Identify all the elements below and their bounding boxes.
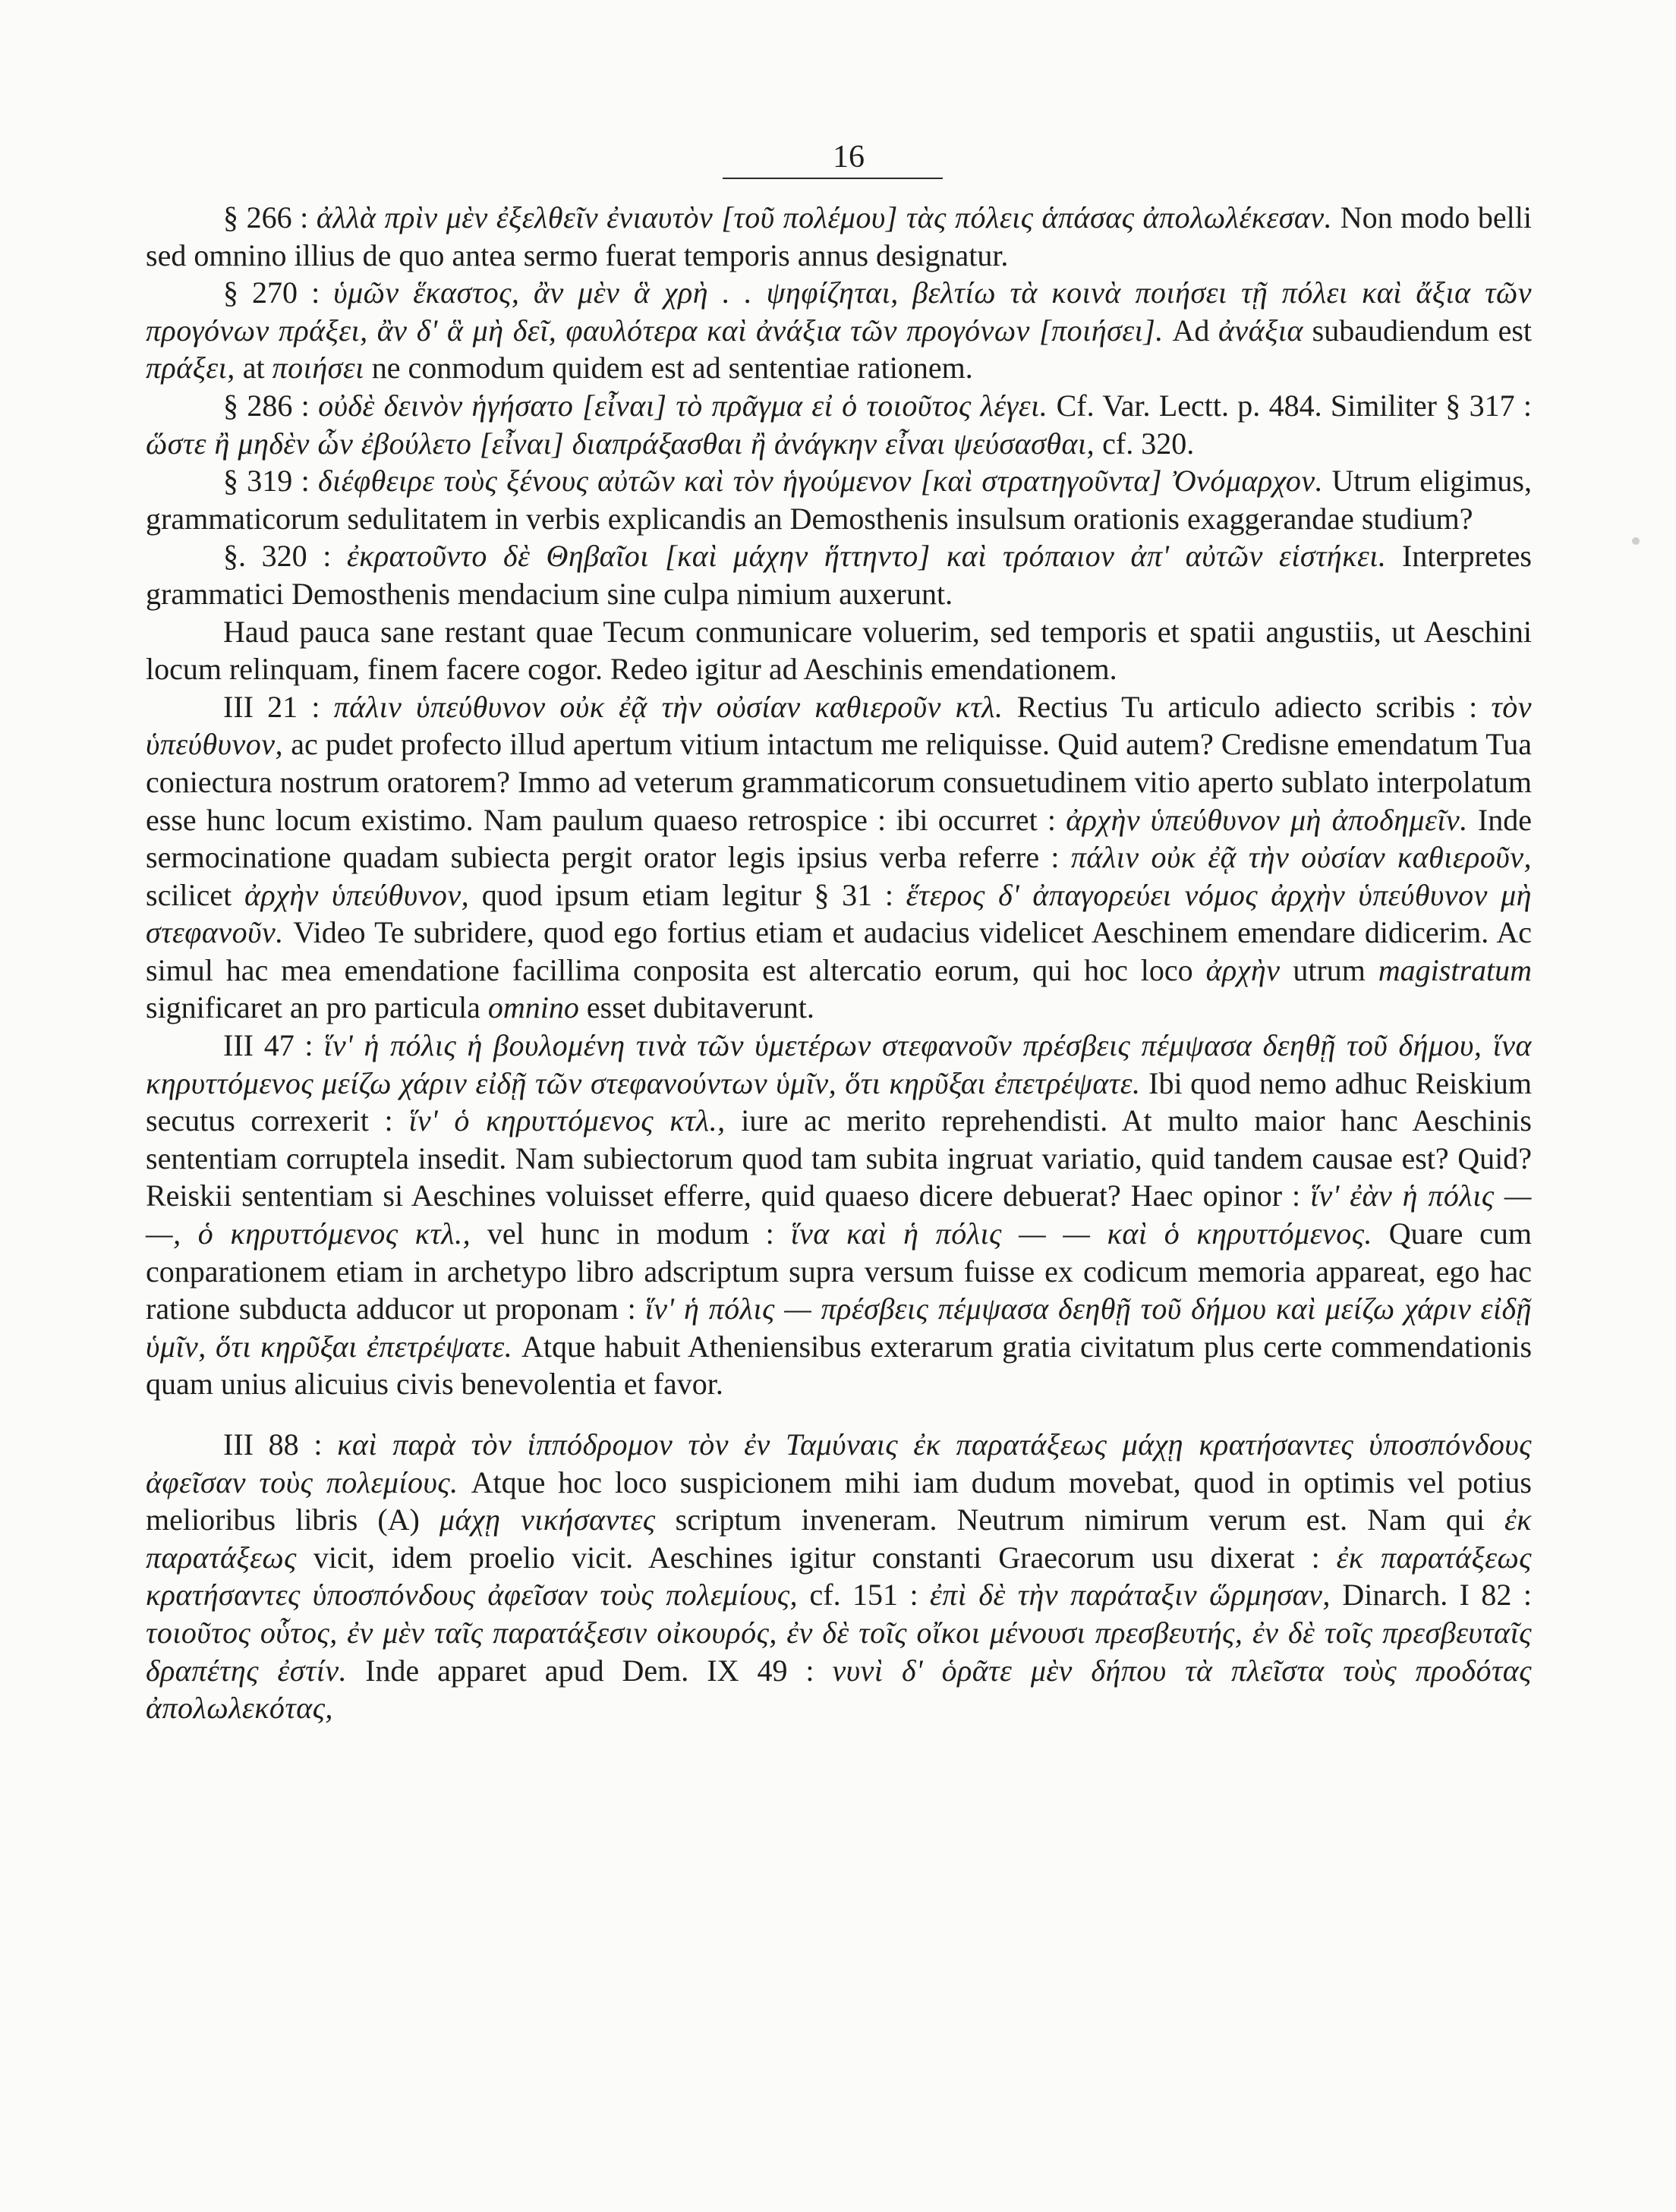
greek-quote: ἐπὶ δὲ τὴν παράταξιν ὥρμησαν, xyxy=(930,1578,1331,1613)
latin-text: Rectius Tu articulo adiecto scribis : xyxy=(1003,689,1492,724)
latin-text: ne conmodum quidem est ad sententiae rationem. xyxy=(364,351,973,385)
latin-text: cf. 151 : xyxy=(798,1578,931,1613)
greek-quote: τοιοῦτος οὗτος, ἐν μὲν ταῖς παρατάξεσιν οἰκουρός, ἐν δὲ τοῖς οἴκοι μένουσι πρεσβευτής, ἐν δὲ τοῖς πρεσβευταῖς δραπέτης ἐστίν. xyxy=(146,1615,1532,1688)
latin-text: Atque hoc loco suspicionem mihi iam dudum movebat, quod in optimis vel potius melioribus libris (A) xyxy=(146,1465,1532,1537)
greek-quote: ἀλλὰ πρὶν μὲν ἐξελθεῖν ἐνιαυτὸν [τοῦ πολέμου] τὰς πόλεις ἁπάσας ἀπολωλέκεσαν. xyxy=(316,200,1333,234)
greek-quote: μάχῃ νικήσαντες xyxy=(439,1502,656,1537)
latin-text: cf. 320. xyxy=(1095,426,1195,461)
paragraph xyxy=(146,199,1532,274)
greek-quote: οὐδὲ δεινὸν ἡγήσατο [εἶναι] τὸ πρᾶγμα εἰ ὁ τοιοῦτος λέγει. xyxy=(318,388,1048,423)
latin-text: Dinarch. I 82 : xyxy=(1330,1578,1532,1613)
latin-text: vicit, idem proelio vicit. Aeschines igitur constanti Graecorum usu dixerat : xyxy=(296,1540,1337,1575)
greek-quote: ἀρχὴν xyxy=(1205,952,1281,987)
greek-quote: ὥστε ἢ μηδὲν ὧν ἐβούλετο [εἶναι] διαπράξασθαι ἢ ἀνάγκην εἶναι ψεύσασθαι, xyxy=(146,426,1095,461)
latin-text: §. 320 : xyxy=(223,539,347,574)
greek-quote: ἵν' ἐὰν ἡ πόλις — —, ὁ κηρυττόμενος κτλ., xyxy=(146,1178,1532,1251)
latin-text: Quare cum conparationem etiam in archetypo libro adscriptum supra versum fuisse ex codicum memoria appareat, ego hac ratione subducta adducor ut proponam : xyxy=(146,1216,1533,1326)
body-text xyxy=(146,199,1532,1727)
latin-text: at xyxy=(235,351,273,385)
paragraph xyxy=(146,462,1532,537)
paragraph xyxy=(146,1027,1532,1403)
latin-text: Ibi quod nemo adhuc Reiskium secutus correxerit : xyxy=(146,1065,1532,1138)
italic-term: omnino xyxy=(487,990,579,1025)
latin-text: Cf. Var. Lectt. p. 484. Similiter § 317 : xyxy=(1048,388,1532,423)
greek-quote: ἵν' ὁ κηρυττόμενος κτλ., xyxy=(408,1103,726,1138)
latin-text: iure ac merito reprehendisti. At multo maior hanc Aeschinis sententiam corruptela insedit. Nam subiectorum quod tam subita ingruat variatio, quid tandem causae est? Quid? Reiskii sententiam si Aeschines voluisset efferre, quid quaeso dicere debuerat? Haec opinor : xyxy=(146,1103,1532,1213)
greek-quote: ἕτερος δ' ἀπαγορεύει νόμος ἀρχὴν ὑπεύθυνον μὴ στεφανοῦν. xyxy=(146,877,1532,950)
latin-text: significaret an pro particula xyxy=(146,990,488,1025)
greek-quote: νυνὶ δ' ὁρᾶτε μὲν δήπου τὰ πλεῖστα τοὺς προδότας ἀπολωλεκότας, xyxy=(146,1653,1532,1726)
greek-quote: πράξει, xyxy=(146,351,235,385)
latin-text: Non modo belli sed omnino illius de quo antea sermo fuerat temporis annus designatur. xyxy=(146,200,1532,272)
paragraph xyxy=(146,613,1532,688)
latin-text: esset dubitaverunt. xyxy=(578,990,814,1025)
header-rule xyxy=(723,178,943,179)
latin-text: Inde sermocinatione quadam subiecta pergit orator legis ipsius verba referre : xyxy=(146,802,1532,875)
greek-quote: ὑμῶν ἕκαστος, ἂν μὲν ἃ χρὴ . . ψηφίζηται, βελτίω τὰ κοινὰ ποιήσει τῇ πόλει καὶ ἄξια τῶν προγόνων πράξει, ἂν δ' ἃ μὴ δεῖ, φαυλότερα καὶ ἀνάξια τῶν προγόνων [ποιήσει]. xyxy=(146,275,1532,348)
latin-text: subaudiendum est xyxy=(1303,313,1533,348)
latin-text: scriptum inveneram. Neutrum nimirum verum est. Nam qui xyxy=(655,1502,1505,1537)
greek-quote: ἀρχὴν ὑπεύθυνον μὴ ἀποδημεῖν. xyxy=(1066,802,1468,837)
latin-text: Video Te subridere, quod ego fortius etiam et audacius videlicet Aeschinem emendare didicerim. Ac simul hac mea emendatione facillima conposita est altercatio eorum, qui hoc loco xyxy=(146,915,1532,987)
greek-quote: διέφθειρε τοὺς ξένους αὐτῶν καὶ τὸν ἡγούμενον [καὶ στρατηγοῦντα] Ὀνόμαρχον. xyxy=(318,464,1324,499)
latin-text: Interpretes grammatici Demosthenis mendacium sine culpa nimium auxerunt. xyxy=(146,539,1532,611)
paragraph xyxy=(146,387,1532,462)
latin-text: § 270 : xyxy=(223,275,334,310)
paper-spot xyxy=(1632,537,1640,545)
latin-text: utrum xyxy=(1280,952,1378,987)
page-number: 16 xyxy=(833,140,865,175)
italic-term: magistratum xyxy=(1378,952,1533,987)
greek-quote: πάλιν ὑπεύθυνον οὐκ ἐᾷ τὴν οὐσίαν καθιεροῦν κτλ. xyxy=(333,689,1003,724)
greek-quote: ἵνα καὶ ἡ πόλις — — καὶ ὁ κηρυττόμενος. xyxy=(790,1216,1372,1251)
latin-text: ac pudet profecto illud apertum vitium intactum me reliquisse. Quid autem? Credisne emendatum Tua coniectura nostrum oratorem? Immo ad veterum grammaticorum consuetudinem vitio aperto sublato interpolatum esse hunc locum existimo. Nam paulum quaeso retrospice : ibi occurret : xyxy=(146,727,1532,837)
greek-quote: ἵν' ἡ πόλις ἡ βουλομένη τινὰ τῶν ὑμετέρων στεφανοῦν πρέσβεις πέμψασα δεηθῇ τοῦ δήμου, ἵνα κηρυττόμενος μείζω χάριν εἰδῇ τῶν στεφανούντων ὑμῖν, ὅτι κηρῦξαι ἐπετρέψατε. xyxy=(146,1028,1532,1100)
paragraph xyxy=(146,688,1532,1027)
greek-quote: ἵν' ἡ πόλις — πρέσβεις πέμψασα δεηθῇ τοῦ δήμου καὶ μείζω χάριν εἰδῇ ὑμῖν, ὅτι κηρῦξαι ἐπετρέψατε. xyxy=(146,1292,1532,1364)
latin-text: § 266 : xyxy=(223,200,317,234)
latin-text: Atque habuit Atheniensibus exterarum gratia civitatum plus certe commendationis quam unius alicuius civis benevolentia et favor. xyxy=(146,1329,1533,1402)
greek-quote: πάλιν οὐκ ἐᾷ τὴν οὐσίαν καθιεροῦν, xyxy=(1070,840,1532,875)
greek-quote: ἀρχὴν ὑπεύθυνον, xyxy=(244,877,470,912)
latin-text: scilicet xyxy=(146,877,244,912)
greek-quote: ἀνάξια xyxy=(1218,313,1303,348)
greek-quote: ἐκ παρατάξεως κρατήσαντες ὑποσπόνδους ἀφεῖσαν τοὺς πολεμίους, xyxy=(146,1540,1532,1613)
latin-text: quod ipsum etiam legitur § 31 : xyxy=(469,877,906,912)
greek-quote: ποιήσει xyxy=(272,351,364,385)
latin-text: III 47 : xyxy=(223,1028,324,1063)
paragraph xyxy=(146,1426,1532,1727)
latin-text: Haud pauca sane restant quae Tecum conmunicare voluerim, sed temporis et spatii angustiis, ut Aeschini locum relinquam, finem facere cogor. Redeo igitur ad Aeschinis emendationem. xyxy=(146,614,1532,687)
latin-text: Utrum eligimus, grammaticorum sedulitatem in verbis explicandis an Demosthenis insulsum orationis exaggerandae studium? xyxy=(146,464,1532,536)
greek-quote: καὶ παρὰ τὸν ἱππόδρομον τὸν ἐν Ταμύναις ἐκ παρατάξεως μάχῃ κρατήσαντες ὑποσπόνδους ἀφεῖσαν τοὺς πολεμίους. xyxy=(146,1427,1533,1499)
paragraph xyxy=(146,537,1532,612)
latin-text: Inde apparet apud Dem. IX 49 : xyxy=(347,1653,833,1688)
latin-text: vel hunc in modum : xyxy=(471,1216,791,1251)
paragraph xyxy=(146,274,1532,387)
latin-text: Ad xyxy=(1163,313,1218,348)
greek-quote: τὸν ὑπεύθυνον, xyxy=(146,689,1533,762)
latin-text: III 88 : xyxy=(223,1427,338,1462)
latin-text: § 319 : xyxy=(223,464,319,499)
greek-quote: ἐκ παρατάξεως xyxy=(146,1502,1532,1575)
greek-quote: ἐκρατοῦντο δὲ Θηβαῖοι [καὶ μάχην ἥττηντο] καὶ τρόπαιον ἀπ' αὐτῶν εἱστήκει. xyxy=(347,539,1387,574)
latin-text: III 21 : xyxy=(223,689,334,724)
latin-text: § 286 : xyxy=(223,388,319,423)
